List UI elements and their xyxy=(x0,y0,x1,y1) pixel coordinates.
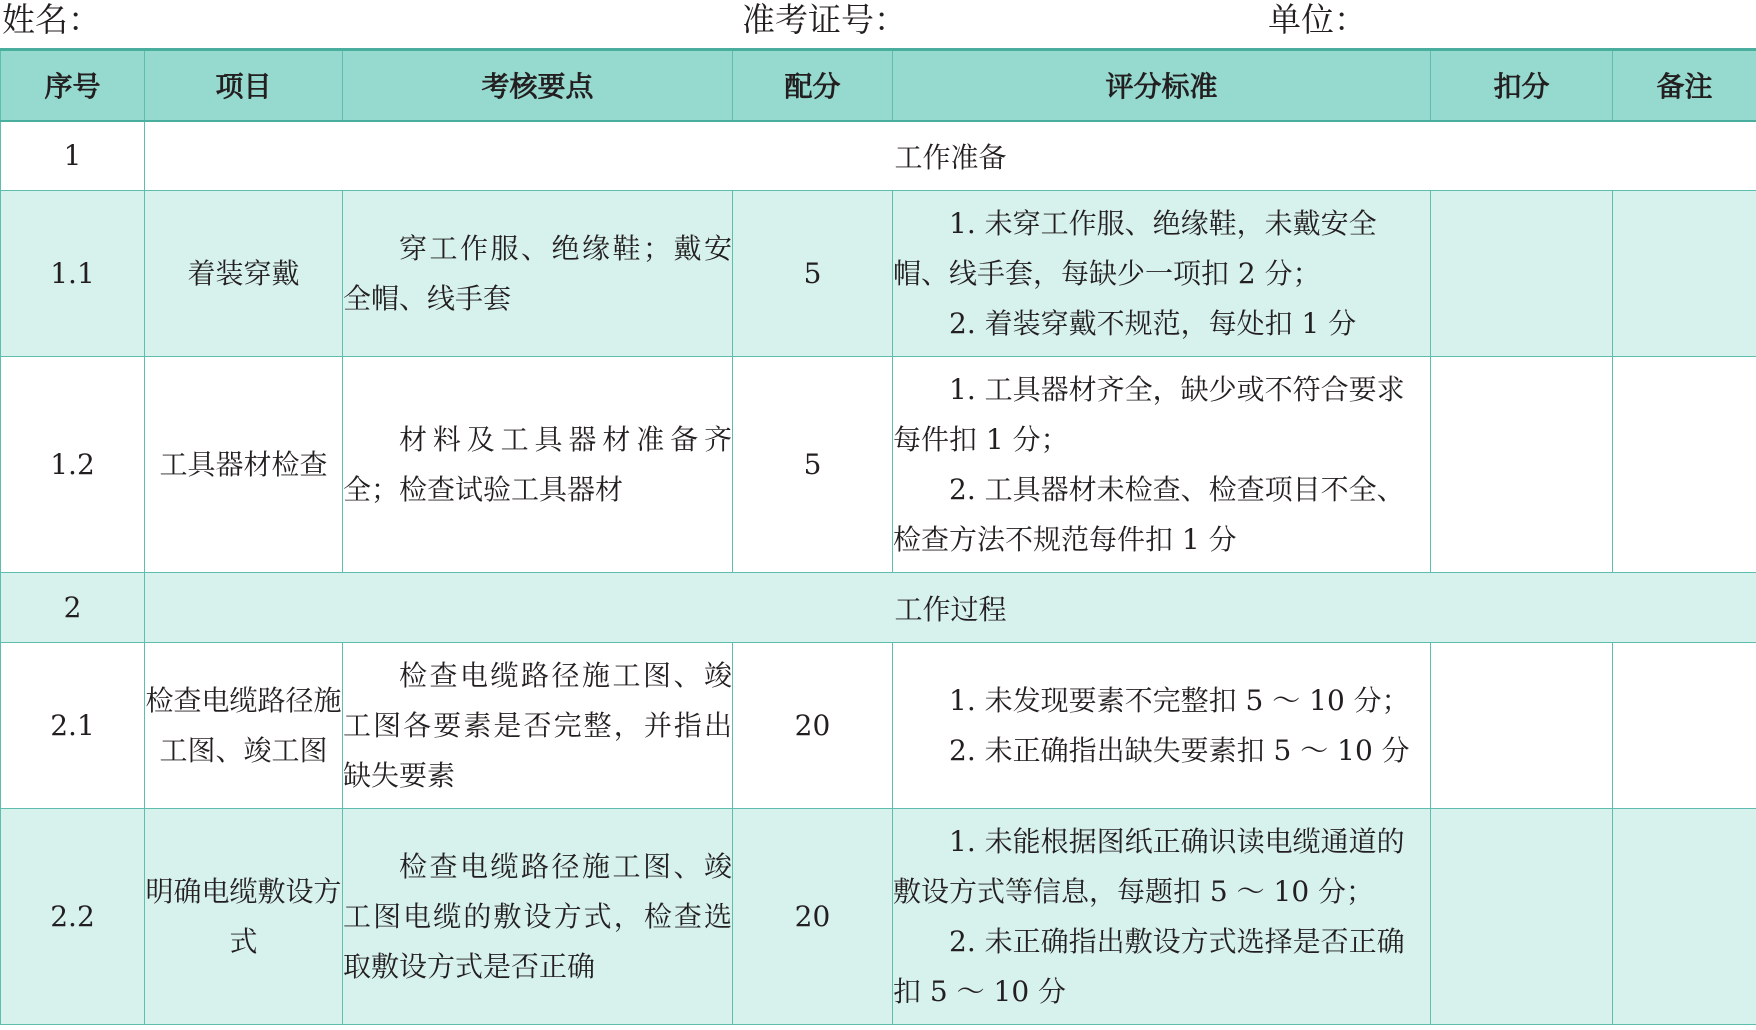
key-points-text: 检查电缆路径施工图、竣工图各要素是否完整，并指出缺失要素 xyxy=(343,658,732,792)
column-header-score: 配分 xyxy=(733,50,893,121)
row-deduction-cell xyxy=(1431,191,1613,357)
criteria-line: 2. 着装穿戴不规范，每处扣 1 分 xyxy=(949,306,1357,340)
row-item: 着装穿戴 xyxy=(145,191,343,357)
row-criteria xyxy=(893,809,1431,1025)
row-key-points xyxy=(343,643,733,809)
criteria-line: 2. 未正确指出缺失要素扣 5 ～ 10 分 xyxy=(949,733,1410,767)
row-key-points xyxy=(343,809,733,1025)
exam-number-label: 准考证号： xyxy=(742,0,907,39)
row-score: 20 xyxy=(733,809,893,1025)
row-number: 2.1 xyxy=(1,643,145,809)
row-deduction-cell xyxy=(1431,643,1613,809)
row-remarks-cell xyxy=(1613,643,1756,809)
row-item: 工具器材检查 xyxy=(145,357,343,573)
row-score: 5 xyxy=(733,191,893,357)
table-row xyxy=(1,357,1756,573)
work-unit-label: 单位： xyxy=(1268,0,1367,39)
section-number: 1 xyxy=(1,121,145,191)
table-row xyxy=(1,809,1756,1025)
column-header-item: 项目 xyxy=(145,50,343,121)
criteria-line: 1. 未能根据图纸正确识读电缆通道的敷设方式等信息，每题扣 5 ～ 10 分； xyxy=(893,824,1405,908)
key-points-text: 材料及工具器材准备齐全；检查试验工具器材 xyxy=(343,422,732,506)
criteria-line: 2. 未正确指出敷设方式选择是否正确扣 5 ～ 10 分 xyxy=(893,924,1405,1008)
exam-form-header xyxy=(0,0,1756,46)
column-header-criteria: 评分标准 xyxy=(893,50,1431,121)
criteria-line: 2. 工具器材未检查、检查项目不全、检查方法不规范每件扣 1 分 xyxy=(893,472,1405,556)
row-criteria xyxy=(893,643,1431,809)
scoring-table xyxy=(0,48,1756,1025)
column-header-deduction: 扣分 xyxy=(1431,50,1613,121)
row-key-points xyxy=(343,357,733,573)
row-item: 检查电缆路径施工图、竣工图 xyxy=(145,643,343,809)
criteria-line: 1. 未穿工作服、绝缘鞋，未戴安全帽、线手套，每缺少一项扣 2 分； xyxy=(893,206,1377,290)
row-remarks-cell xyxy=(1613,809,1756,1025)
key-points-text: 检查电缆路径施工图、竣工图电缆的敷设方式，检查选取敷设方式是否正确 xyxy=(343,849,732,983)
row-key-points xyxy=(343,191,733,357)
section-title: 工作准备 xyxy=(145,121,1756,191)
row-number: 2.2 xyxy=(1,809,145,1025)
row-score: 20 xyxy=(733,643,893,809)
criteria-line: 1. 未发现要素不完整扣 5 ～ 10 分； xyxy=(949,683,1410,717)
row-remarks-cell xyxy=(1613,191,1756,357)
row-remarks-cell xyxy=(1613,357,1756,573)
row-score: 5 xyxy=(733,357,893,573)
row-deduction-cell xyxy=(1431,357,1613,573)
section-number: 2 xyxy=(1,573,145,643)
section-title: 工作过程 xyxy=(145,573,1756,643)
table-header-row xyxy=(1,50,1756,121)
row-number: 1.1 xyxy=(1,191,145,357)
row-number: 1.2 xyxy=(1,357,145,573)
row-criteria xyxy=(893,357,1431,573)
section-row xyxy=(1,121,1756,191)
table-row xyxy=(1,643,1756,809)
table-row xyxy=(1,191,1756,357)
candidate-name-label: 姓名： xyxy=(2,0,101,39)
row-item: 明确电缆敷设方式 xyxy=(145,809,343,1025)
column-header-remarks: 备注 xyxy=(1613,50,1756,121)
row-criteria xyxy=(893,191,1431,357)
column-header-key-points: 考核要点 xyxy=(343,50,733,121)
column-header-no: 序号 xyxy=(1,50,145,121)
key-points-text: 穿工作服、绝缘鞋；戴安全帽、线手套 xyxy=(343,231,732,315)
section-row xyxy=(1,573,1756,643)
criteria-line: 1. 工具器材齐全，缺少或不符合要求每件扣 1 分； xyxy=(893,372,1405,456)
row-deduction-cell xyxy=(1431,809,1613,1025)
